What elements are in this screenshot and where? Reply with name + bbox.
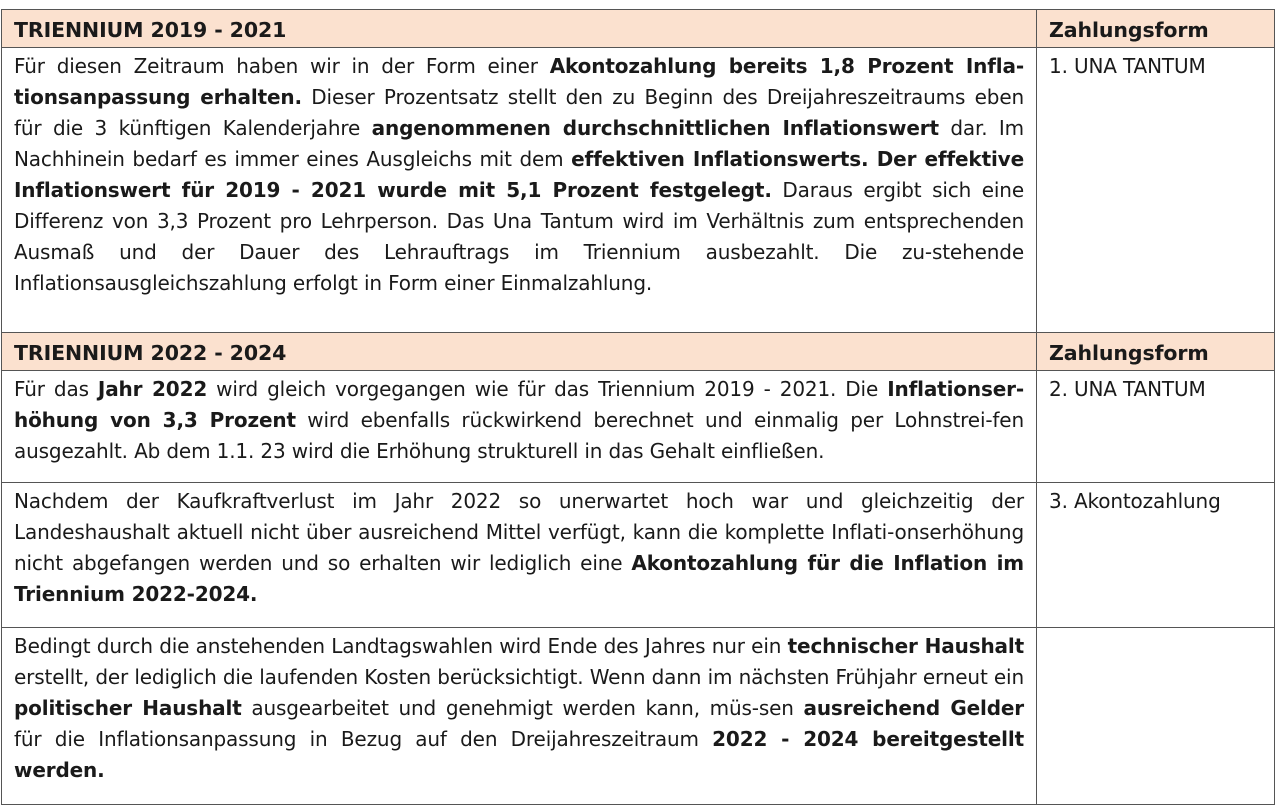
table-row xyxy=(2,483,1275,628)
description-cell: Für das Jahr 2022 wird gleich vorgegangen wie für das Triennium 2019 - 2021. Die Inflationser-höhung von 3,3 Prozent wird ebenfalls rückwirkend berechnet und einmalig per Lohnstrei-fen ausgezahlt. Ab dem 1.1. 23 wird die Erhöhung strukturell in das Gehalt einfließen. xyxy=(2,371,1037,483)
payment-cell: 2. UNA TANTUM xyxy=(1037,371,1275,483)
table-row xyxy=(2,628,1275,805)
section-header-2022-2024 xyxy=(2,333,1275,371)
payment-column-header: Zahlungsform xyxy=(1037,10,1275,48)
description-cell: Nachdem der Kaufkraftverlust im Jahr 2022 so unerwartet hoch war und gleichzeitig der Landeshaushalt aktuell nicht über ausreichend Mittel verfügt, kann die komplette Inflati-onserhöhung nicht abgefangen werden und so erhalten wir lediglich eine Akontozahlung für die Inflation im Triennium 2022-2024. xyxy=(2,483,1037,628)
section-title: TRIENNIUM 2019 - 2021 xyxy=(2,10,1037,48)
description-cell: Bedingt durch die anstehenden Landtagswahlen wird Ende des Jahres nur ein technischer Haushalt erstellt, der lediglich die laufenden Kosten berücksichtigt. Wenn dann im nächsten Frühjahr erneut ein politischer Haushalt ausgearbeitet und genehmigt werden kann, müs-sen ausreichend Gelder für die Inflationsanpassung in Bezug auf den Dreijahreszeitraum 2022 - 2024 bereitgestellt werden. xyxy=(2,628,1037,805)
payment-cell: 1. UNA TANTUM xyxy=(1037,48,1275,333)
table-row xyxy=(2,48,1275,333)
inflation-table xyxy=(1,9,1275,805)
payment-column-header: Zahlungsform xyxy=(1037,333,1275,371)
section-header-2019-2021 xyxy=(2,10,1275,48)
section-title: TRIENNIUM 2022 - 2024 xyxy=(2,333,1037,371)
description-cell: Für diesen Zeitraum haben wir in der Form einer Akontozahlung bereits 1,8 Prozent Infla-tionsanpassung erhalten. Dieser Prozentsatz stellt den zu Beginn des Dreijahreszeitraums eben für die 3 künftigen Kalenderjahre angenommenen durchschnittlichen Inflationswert dar. Im Nachhinein bedarf es immer eines Ausgleichs mit dem effektiven Inflationswerts. Der effektive Inflationswert für 2019 - 2021 wurde mit 5,1 Prozent festgelegt. Daraus ergibt sich eine Differenz von 3,3 Prozent pro Lehrperson. Das Una Tantum wird im Verhältnis zum entsprechenden Ausmaß und der Dauer des Lehrauftrags im Triennium ausbezahlt. Die zu-stehende Inflationsausgleichszahlung erfolgt in Form einer Einmalzahlung. xyxy=(2,48,1037,333)
payment-cell xyxy=(1037,628,1275,805)
payment-cell: 3. Akontozahlung xyxy=(1037,483,1275,628)
table-row xyxy=(2,371,1275,483)
